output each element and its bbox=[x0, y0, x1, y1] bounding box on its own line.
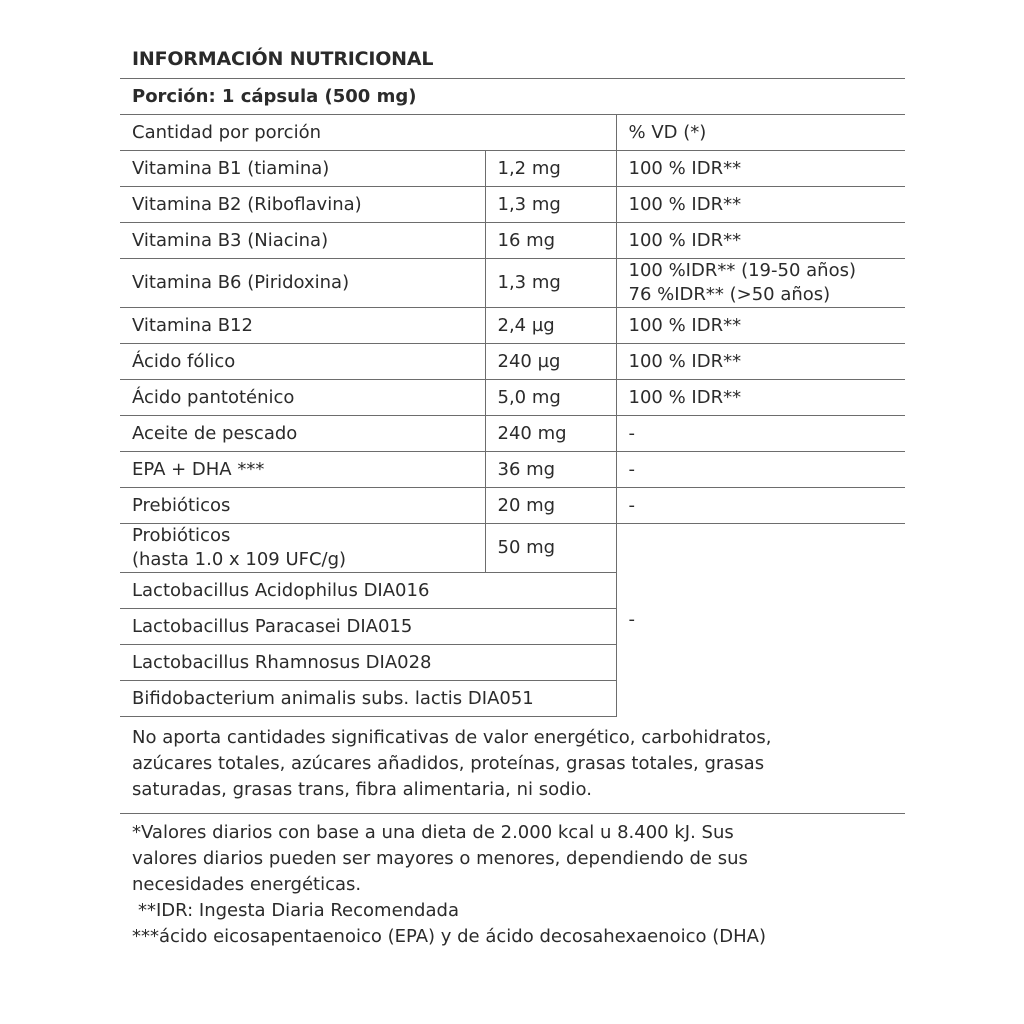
table-row bbox=[120, 308, 905, 344]
table-row bbox=[120, 223, 905, 259]
footnote-line: necesidades energéticas. bbox=[132, 874, 362, 895]
serving-size: Porción: 1 cápsula (500 mg) bbox=[120, 79, 905, 115]
nutrient-vd: - bbox=[616, 488, 905, 524]
nutrient-name: EPA + DHA *** bbox=[120, 452, 485, 488]
nutrient-vd: 100 % IDR** bbox=[616, 187, 905, 223]
table-row bbox=[120, 380, 905, 416]
vd-line: 100 %IDR** (19-50 años) bbox=[628, 260, 856, 281]
nutrient-vd: 100 % IDR** bbox=[616, 344, 905, 380]
nutrient-amount: 1,3 mg bbox=[485, 187, 616, 223]
nutrient-name: Vitamina B2 (Riboflavina) bbox=[120, 187, 485, 223]
nutrient-name: Prebióticos bbox=[120, 488, 485, 524]
nutrient-amount: 1,3 mg bbox=[485, 259, 616, 308]
nutrient-amount: 5,0 mg bbox=[485, 380, 616, 416]
amount-per-serving-label: Cantidad por porción bbox=[120, 115, 616, 151]
nutrient-vd: 100 % IDR** bbox=[616, 308, 905, 344]
table-row bbox=[120, 259, 905, 308]
footnotes bbox=[120, 814, 905, 950]
probiotics-vd: - bbox=[616, 524, 905, 717]
nutrient-amount: 2,4 µg bbox=[485, 308, 616, 344]
strain-name: Bifidobacterium animalis subs. lactis DIA051 bbox=[120, 681, 616, 717]
strain-name: Lactobacillus Paracasei DIA015 bbox=[120, 609, 616, 645]
nutrition-table bbox=[120, 78, 905, 717]
footnote-line: *Valores diarios con base a una dieta de 2.000 kcal u 8.400 kJ. Sus bbox=[132, 822, 734, 843]
table-row bbox=[120, 524, 905, 573]
strain-name: Lactobacillus Rhamnosus DIA028 bbox=[120, 645, 616, 681]
nutrient-name: Ácido fólico bbox=[120, 344, 485, 380]
nutrient-amount: 20 mg bbox=[485, 488, 616, 524]
table-row bbox=[120, 151, 905, 187]
nutrient-amount: 240 µg bbox=[485, 344, 616, 380]
table-row bbox=[120, 488, 905, 524]
probiotics-subtitle: (hasta 1.0 x 109 UFC/g) bbox=[132, 549, 347, 570]
disclaimer bbox=[120, 717, 905, 814]
nutrient-vd: - bbox=[616, 452, 905, 488]
nutrient-name: Aceite de pescado bbox=[120, 416, 485, 452]
footnote-line: valores diarios pueden ser mayores o menores, dependiendo de sus bbox=[132, 848, 748, 869]
disclaimer-line: No aporta cantidades significativas de valor energético, carbohidratos, bbox=[132, 727, 772, 748]
table-row bbox=[120, 187, 905, 223]
nutrient-amount: 240 mg bbox=[485, 416, 616, 452]
nutrient-amount: 1,2 mg bbox=[485, 151, 616, 187]
nutrient-vd bbox=[616, 259, 905, 308]
nutrition-facts-panel bbox=[120, 40, 905, 950]
disclaimer-line: azúcares totales, azúcares añadidos, proteínas, grasas totales, grasas bbox=[132, 753, 765, 774]
nutrient-vd: 100 % IDR** bbox=[616, 223, 905, 259]
nutrient-amount: 16 mg bbox=[485, 223, 616, 259]
disclaimer-line: saturadas, grasas trans, fibra alimentaria, ni sodio. bbox=[132, 779, 592, 800]
nutrient-name: Ácido pantoténico bbox=[120, 380, 485, 416]
probiotics-title: Probióticos bbox=[132, 525, 231, 546]
table-row bbox=[120, 416, 905, 452]
footnote-epa: ***ácido eicosapentaenoico (EPA) y de ácido decosahexaenoico (DHA) bbox=[132, 926, 766, 947]
nutrient-name: Vitamina B1 (tiamina) bbox=[120, 151, 485, 187]
footnote-idr: **IDR: Ingesta Diaria Recomendada bbox=[138, 900, 459, 921]
nutrient-vd: 100 % IDR** bbox=[616, 380, 905, 416]
daily-value-label: % VD (*) bbox=[616, 115, 905, 151]
nutrient-vd: - bbox=[616, 416, 905, 452]
strain-name: Lactobacillus Acidophilus DIA016 bbox=[120, 573, 616, 609]
table-row bbox=[120, 344, 905, 380]
nutrient-name: Vitamina B12 bbox=[120, 308, 485, 344]
nutrient-amount: 50 mg bbox=[485, 524, 616, 573]
panel-title: INFORMACIÓN NUTRICIONAL bbox=[132, 48, 434, 70]
serving-row bbox=[120, 79, 905, 115]
nutrient-name bbox=[120, 524, 485, 573]
nutrient-name: Vitamina B3 (Niacina) bbox=[120, 223, 485, 259]
table-row bbox=[120, 452, 905, 488]
header-row bbox=[120, 115, 905, 151]
nutrient-vd: 100 % IDR** bbox=[616, 151, 905, 187]
nutrient-amount: 36 mg bbox=[485, 452, 616, 488]
nutrient-name: Vitamina B6 (Piridoxina) bbox=[120, 259, 485, 308]
vd-line: 76 %IDR** (>50 años) bbox=[628, 284, 831, 305]
